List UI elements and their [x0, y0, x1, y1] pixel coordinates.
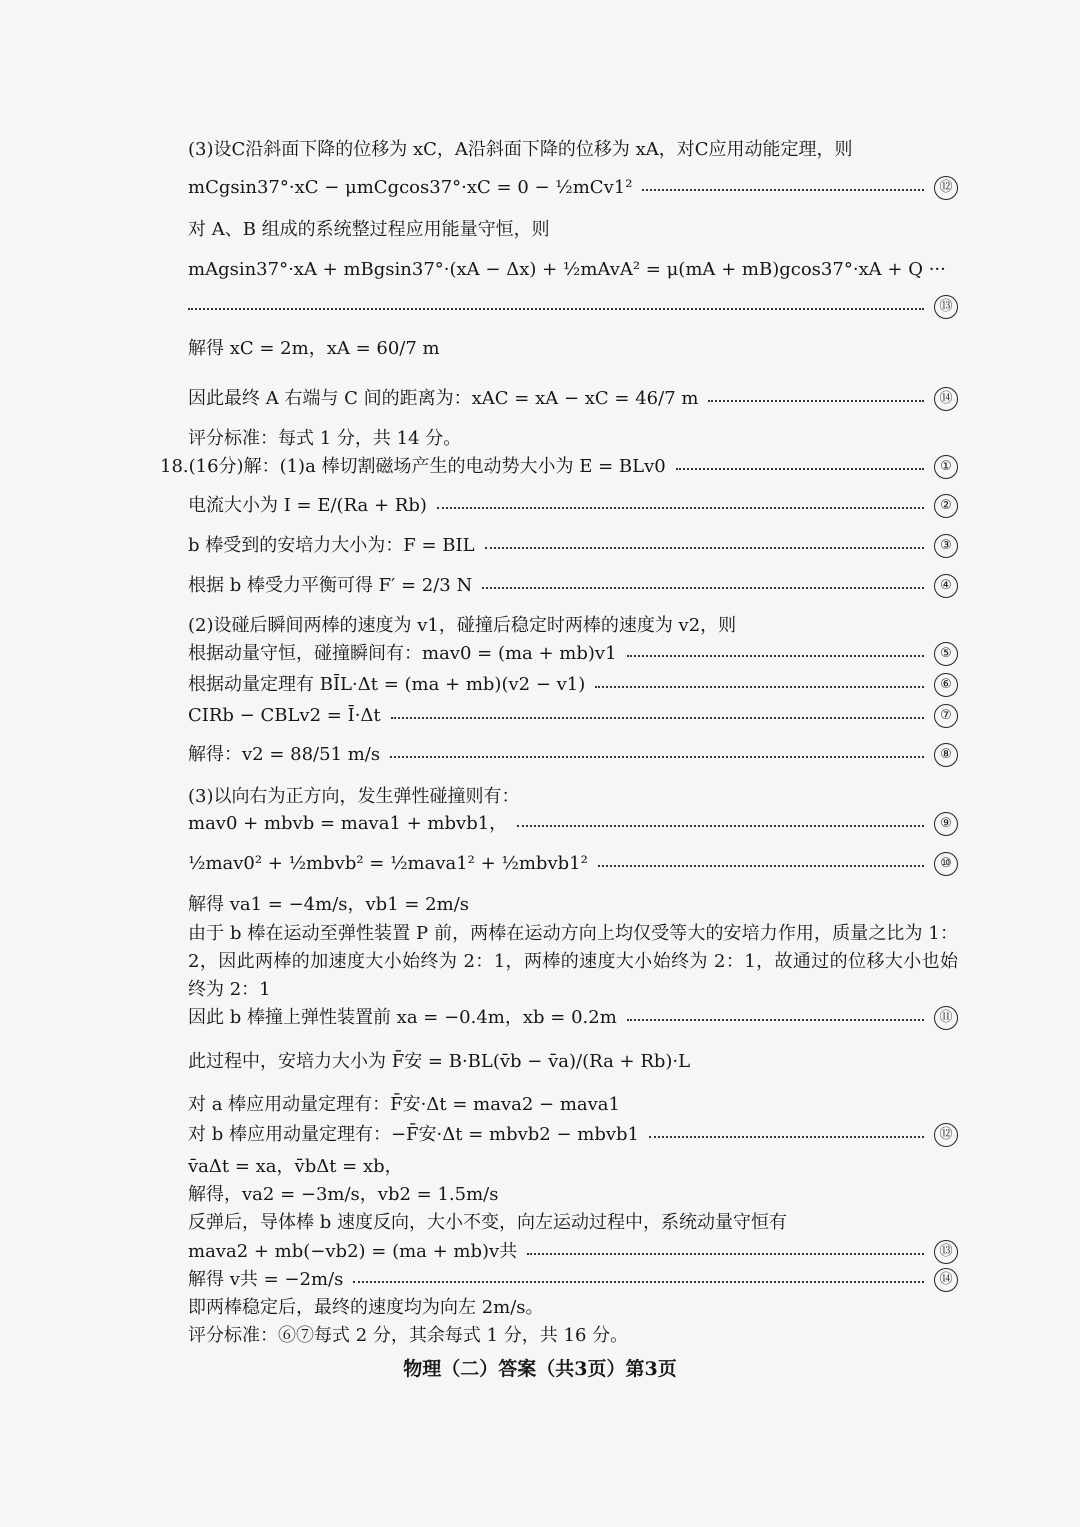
equation-line: mav0 + mbvb = mava1 + mbvb1， ⑨ [188, 812, 958, 836]
text-line: 即两棒稳定后，最终的速度均为向左 2m/s。 [188, 1297, 544, 1318]
equation-line: 对 a 棒应用动量定理有：F̄安·Δt = mava2 − mava1 [188, 1094, 620, 1115]
equation-line: 此过程中，安培力大小为 F̄安 = B·BL(v̄b − v̄a)/(Ra + Rb)·L [188, 1051, 691, 1072]
text-line: 解得 xC = 2m，xA = 60/7 m [188, 338, 440, 359]
equation-line: CIRb − CBLv2 = Ī·Δt ⑦ [188, 704, 958, 728]
equation-line: 根据动量定理有 BĪL·Δt = (ma + mb)(v2 − v1) ⑥ [188, 673, 958, 697]
text-line: (3)设C沿斜面下降的位移为 xC，A沿斜面下降的位移为 xA，对C应用动能定理，则 [188, 139, 853, 160]
explanation-paragraph: 由于 b 棒在运动至弹性装置 P 前，两棒在运动方向上均仅受等大的安培力作用，质量之比为 1：2，因此两棒的加速度大小始终为 2：1，两棒的速度大小始终为 2：1，故通过的位移大小也始终为 2：1 [188, 923, 958, 1000]
question-18-heading: 18.(16分)解：(1)a 棒切割磁场产生的电动势大小为 E = BLv0 ① [160, 455, 958, 479]
equation-line: 因此最终 A 右端与 C 间的距离为：xAC = xA − xC = 46/7 m ⑭ [188, 387, 958, 411]
equation-line: ⑬ [188, 295, 958, 319]
equation-line: 因此 b 棒撞上弹性装置前 xa = −0.4m，xb = 0.2m ⑪ [188, 1006, 958, 1030]
equation-line: 对 b 棒应用动量定理有：−F̄安·Δt = mbvb2 − mbvb1 ⑫ [188, 1123, 958, 1147]
equation-line: ½mav0² + ½mbvb² = ½mava1² + ½mbvb1² ⑩ [188, 852, 958, 876]
equation-line: 根据动量守恒，碰撞瞬间有：mav0 = (ma + mb)v1 ⑤ [188, 642, 958, 666]
equation-line: 解得：v2 = 88/51 m/s ⑧ [188, 743, 958, 767]
equation-line: 解得 v共 = −2m/s ⑭ [188, 1268, 958, 1292]
text-line: 解得 va1 = −4m/s，vb1 = 2m/s [188, 894, 469, 915]
text-line: (3)以向右为正方向，发生弹性碰撞则有： [188, 786, 520, 807]
equation-line: 根据 b 棒受力平衡可得 F′ = 2/3 N ④ [188, 574, 958, 598]
equation-line: mAgsin37°·xA + mBgsin37°·(xA − Δx) + ½mAvA² = μ(mA + mB)gcos37°·xA + Q ··· [188, 259, 946, 280]
equation-line: 电流大小为 I = E/(Ra + Rb) ② [188, 494, 958, 518]
text-line: (2)设碰后瞬间两棒的速度为 v1，碰撞后稳定时两棒的速度为 v2，则 [188, 615, 737, 636]
scoring-note: 评分标准：每式 1 分，共 14 分。 [188, 428, 462, 449]
text-line: 反弹后，导体棒 b 速度反向，大小不变，向左运动过程中，系统动量守恒有 [188, 1212, 787, 1233]
equation-line: b 棒受到的安培力大小为：F = BIL ③ [188, 534, 958, 558]
text-line: 对 A、B 组成的系统整过程应用能量守恒，则 [188, 219, 550, 240]
text-line: 解得，va2 = −3m/s，vb2 = 1.5m/s [188, 1184, 499, 1205]
equation-line: mCgsin37°·xC − μmCgcos37°·xC = 0 − ½mCv1² ⑫ [188, 176, 958, 200]
page-footer: 物理（二）答案（共3页）第3页 [403, 1358, 677, 1380]
equation-line: mava2 + mb(−vb2) = (ma + mb)v共 ⑬ [188, 1240, 958, 1264]
scoring-note: 评分标准：⑥⑦每式 2 分，其余每式 1 分，共 16 分。 [188, 1325, 629, 1346]
equation-line: v̄aΔt = xa，v̄bΔt = xb， [188, 1156, 403, 1177]
